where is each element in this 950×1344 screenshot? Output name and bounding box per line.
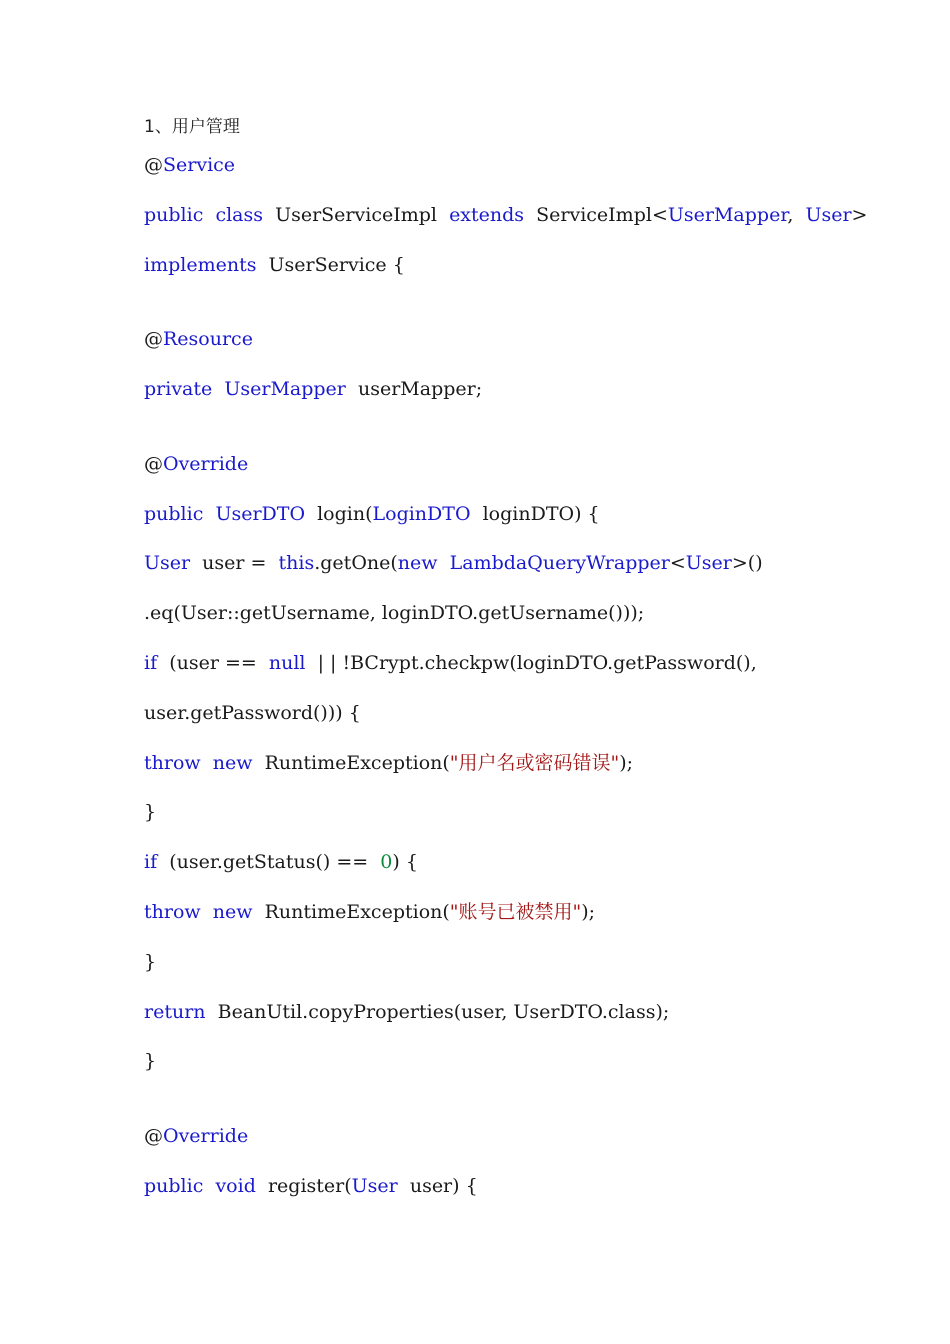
code-text <box>201 752 213 774</box>
code-text: .eq(User::getUsername, loginDTO.getUsername())); <box>144 602 645 624</box>
code-line <box>144 999 669 1025</box>
code-keyword: null <box>268 652 306 674</box>
code-number: 0 <box>380 851 393 873</box>
code-keyword: LoginDTO <box>372 503 471 525</box>
code-text: @ <box>144 1125 163 1147</box>
code-keyword: Override <box>163 1125 249 1147</box>
code-text: ); <box>581 901 596 923</box>
code-keyword: private <box>144 378 213 400</box>
code-line <box>144 501 600 527</box>
code-line <box>144 252 405 278</box>
code-line <box>144 202 867 228</box>
code-text <box>201 901 213 923</box>
code-text: , <box>787 204 806 226</box>
code-text: user) { <box>397 1175 478 1197</box>
code-text: @ <box>144 453 163 475</box>
code-line <box>144 451 248 477</box>
code-keyword: User <box>144 552 191 574</box>
code-text: UserServiceImpl <box>263 204 450 226</box>
code-text <box>212 378 224 400</box>
code-text <box>438 552 450 574</box>
code-line <box>144 650 757 676</box>
code-line <box>144 799 156 825</box>
code-keyword: return <box>144 1001 206 1023</box>
code-keyword: new <box>397 552 438 574</box>
code-keyword: Resource <box>163 328 253 350</box>
code-text: < <box>669 552 686 574</box>
code-keyword: User <box>685 552 732 574</box>
code-text <box>203 204 215 226</box>
code-text: userMapper; <box>345 378 483 400</box>
code-line <box>144 326 253 352</box>
code-text: } <box>144 951 157 973</box>
code-keyword: new <box>212 901 253 923</box>
code-text: @ <box>144 154 163 176</box>
code-text: BeanUtil.copyProperties(user, UserDTO.class); <box>205 1001 670 1023</box>
code-line <box>144 949 156 975</box>
code-text: (user == <box>157 652 269 674</box>
code-line <box>144 849 418 875</box>
code-text: login( <box>305 503 373 525</box>
code-keyword: public <box>144 503 204 525</box>
code-text: .getOne( <box>314 552 398 574</box>
code-keyword: UserDTO <box>215 503 306 525</box>
code-keyword: new <box>212 752 253 774</box>
code-text <box>203 503 215 525</box>
code-string: "用户名或密码错误" <box>449 752 620 774</box>
code-keyword: class <box>215 204 263 226</box>
code-text: register( <box>255 1175 352 1197</box>
code-keyword: LambdaQueryWrapper <box>449 552 670 574</box>
code-line <box>144 550 763 576</box>
code-keyword: UserMapper <box>667 204 788 226</box>
code-text: loginDTO) { <box>470 503 600 525</box>
code-text: user.getPassword())) { <box>144 702 361 724</box>
code-keyword: Service <box>163 154 236 176</box>
code-text: RuntimeException( <box>252 752 450 774</box>
code-keyword: throw <box>144 752 201 774</box>
code-line <box>144 1048 156 1074</box>
code-line <box>144 1123 248 1149</box>
code-text: user = <box>190 552 279 574</box>
code-text: > <box>851 204 868 226</box>
code-keyword: User <box>805 204 852 226</box>
code-keyword: if <box>144 652 158 674</box>
code-keyword: public <box>144 1175 204 1197</box>
code-line <box>144 600 644 626</box>
code-keyword: extends <box>449 204 525 226</box>
code-keyword: if <box>144 851 158 873</box>
code-keyword: Override <box>163 453 249 475</box>
code-string: "账号已被禁用" <box>449 901 582 923</box>
code-text: ) { <box>392 851 418 873</box>
code-text: ServiceImpl< <box>524 204 668 226</box>
code-text: (user.getStatus() == <box>157 851 381 873</box>
code-text <box>203 1175 215 1197</box>
code-text: } <box>144 1050 157 1072</box>
code-keyword: void <box>215 1175 256 1197</box>
code-keyword: this <box>278 552 315 574</box>
code-line <box>144 152 235 178</box>
code-text: >() <box>731 552 763 574</box>
code-keyword: implements <box>144 254 257 276</box>
section-heading: 1、用户管理 <box>144 117 240 137</box>
code-line <box>144 376 482 402</box>
code-text: } <box>144 801 157 823</box>
code-text: RuntimeException( <box>252 901 450 923</box>
code-text: @ <box>144 328 163 350</box>
code-keyword: UserMapper <box>224 378 346 400</box>
code-keyword: User <box>351 1175 398 1197</box>
code-text: | | !BCrypt.checkpw(loginDTO.getPassword(), <box>305 652 757 674</box>
code-keyword: public <box>144 204 204 226</box>
code-text: ); <box>619 752 634 774</box>
code-keyword: throw <box>144 901 201 923</box>
code-line <box>144 750 633 776</box>
code-line <box>144 700 361 726</box>
code-text: UserService { <box>256 254 405 276</box>
code-line <box>144 899 595 925</box>
code-line <box>144 1173 478 1199</box>
